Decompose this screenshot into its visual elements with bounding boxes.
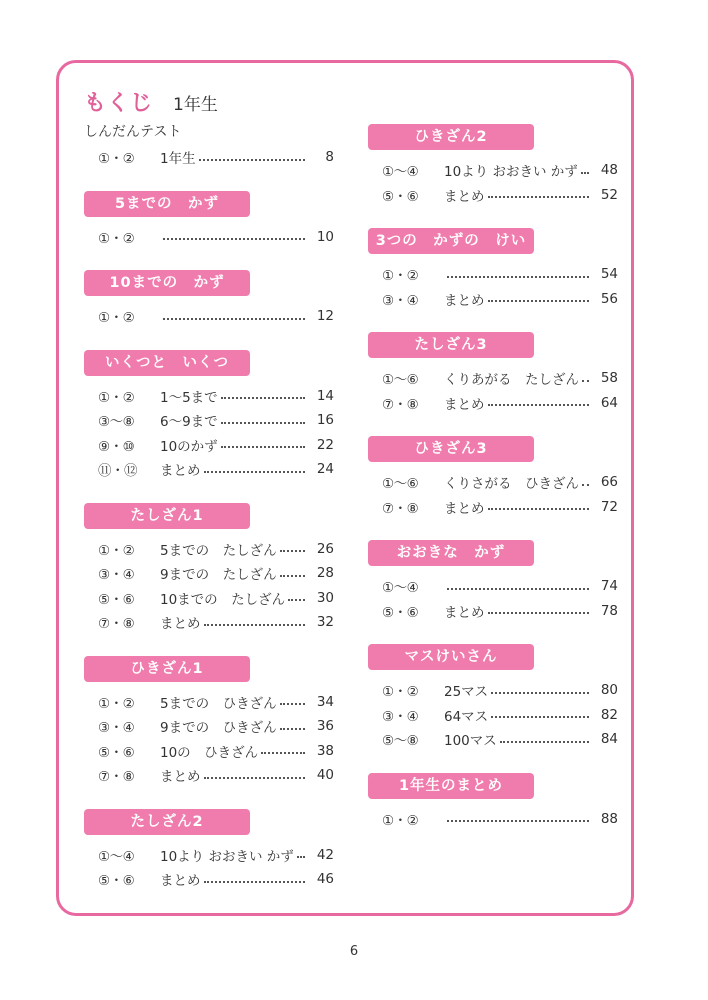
toc-entry bbox=[84, 537, 334, 562]
toc-section bbox=[84, 270, 334, 329]
entry-label: 64マス bbox=[444, 708, 489, 725]
entry-label: 5までの たしざん bbox=[160, 542, 277, 559]
entry-page: 26 bbox=[316, 540, 334, 557]
toc-entry bbox=[368, 391, 618, 416]
toc-entry bbox=[84, 843, 334, 868]
entry-number: ①・② bbox=[98, 389, 135, 406]
entry-number: ③・④ bbox=[98, 567, 135, 584]
entry-page: 46 bbox=[316, 871, 334, 888]
dot-leader bbox=[204, 880, 306, 883]
toc-entry bbox=[84, 610, 334, 635]
entry-number: ①～④ bbox=[98, 848, 135, 865]
section-heading: たしざん2 bbox=[84, 809, 250, 835]
entry-label: 25マス bbox=[444, 684, 489, 701]
dot-leader bbox=[488, 299, 590, 302]
entry-page: 72 bbox=[600, 498, 618, 515]
toc-entry bbox=[368, 262, 618, 287]
entry-number: ⑤・⑥ bbox=[98, 744, 135, 761]
toc-entry bbox=[84, 763, 334, 788]
dot-leader bbox=[221, 421, 305, 424]
entry-page: 24 bbox=[316, 461, 334, 478]
entry-number: ①・② bbox=[382, 684, 419, 701]
entry-number: ③・④ bbox=[98, 720, 135, 737]
toc-section bbox=[368, 436, 618, 519]
entry-page: 40 bbox=[316, 767, 334, 784]
entry-number: ①・② bbox=[98, 310, 135, 327]
entry-number: ①・② bbox=[98, 542, 135, 559]
entry-label: 1年生 bbox=[160, 151, 196, 168]
toc-entry bbox=[84, 304, 334, 329]
entry-page: 66 bbox=[600, 474, 618, 491]
entry-number: ①・② bbox=[98, 695, 135, 712]
entry-number: ①・② bbox=[98, 230, 135, 247]
dot-leader bbox=[488, 195, 590, 198]
entry-label: 5までの ひきざん bbox=[160, 695, 277, 712]
entry-page: 14 bbox=[316, 387, 334, 404]
entry-label: 10までの たしざん bbox=[160, 591, 286, 608]
dot-leader bbox=[221, 396, 305, 399]
entry-label: 9までの ひきざん bbox=[160, 720, 277, 737]
dot-leader bbox=[582, 483, 589, 486]
section-heading: いくつと いくつ bbox=[84, 350, 250, 376]
toc-left-column bbox=[84, 122, 334, 913]
entry-page: 64 bbox=[600, 394, 618, 411]
page-title bbox=[84, 86, 218, 117]
entry-page: 42 bbox=[316, 846, 334, 863]
dot-leader bbox=[280, 702, 305, 705]
dot-leader bbox=[288, 598, 305, 601]
entry-number: ①・② bbox=[382, 812, 419, 829]
entry-page: 8 bbox=[325, 149, 334, 166]
entry-page: 32 bbox=[316, 614, 334, 631]
entry-number: ⑤・⑥ bbox=[98, 591, 135, 608]
entry-number: ③・④ bbox=[382, 292, 419, 309]
toc-section bbox=[84, 809, 334, 892]
entry-label: まとめ bbox=[160, 463, 201, 480]
section-heading: ひきざん2 bbox=[368, 124, 534, 150]
toc-section bbox=[368, 228, 618, 311]
dot-leader bbox=[280, 574, 305, 577]
entry-number: ⑨・⑩ bbox=[98, 438, 135, 455]
entry-number: ①～④ bbox=[382, 580, 419, 597]
toc-section bbox=[84, 656, 334, 788]
toc-section bbox=[368, 773, 618, 832]
entry-label: 6～9まで bbox=[160, 414, 218, 431]
toc-entry bbox=[368, 470, 618, 495]
entry-number: ⑦・⑧ bbox=[98, 769, 135, 786]
toc-section bbox=[84, 122, 334, 170]
entry-page: 34 bbox=[316, 693, 334, 710]
section-heading: マスけいさん bbox=[368, 644, 534, 670]
toc-entry bbox=[84, 384, 334, 409]
section-heading: 10までの かず bbox=[84, 270, 250, 296]
section-heading: ひきざん3 bbox=[368, 436, 534, 462]
toc-entry bbox=[368, 703, 618, 728]
entry-page: 52 bbox=[600, 186, 618, 203]
entry-number: ①～④ bbox=[382, 164, 419, 181]
entry-label: まとめ bbox=[160, 873, 201, 890]
toc-right-column bbox=[368, 124, 618, 852]
toc-entry bbox=[84, 457, 334, 482]
entry-number: ③～⑧ bbox=[98, 414, 135, 431]
entry-number: ⑪・⑫ bbox=[98, 463, 137, 480]
dot-leader bbox=[204, 776, 306, 779]
entry-label: 9までの たしざん bbox=[160, 567, 277, 584]
dot-leader bbox=[447, 275, 589, 278]
entry-number: ⑦・⑧ bbox=[98, 616, 135, 633]
toc-entry bbox=[368, 158, 618, 183]
entry-number: ⑤・⑥ bbox=[382, 604, 419, 621]
entry-page: 54 bbox=[600, 266, 618, 283]
toc-entry bbox=[84, 690, 334, 715]
entry-number: ①・② bbox=[382, 268, 419, 285]
toc-entry bbox=[368, 599, 618, 624]
section-heading: 5までの かず bbox=[84, 191, 250, 217]
entry-page: 38 bbox=[316, 742, 334, 759]
entry-number: ①～⑥ bbox=[382, 372, 419, 389]
entry-page: 88 bbox=[600, 810, 618, 827]
entry-number: ⑤～⑧ bbox=[382, 733, 419, 750]
entry-number: ⑦・⑧ bbox=[382, 396, 419, 413]
entry-number: ③・④ bbox=[382, 708, 419, 725]
section-heading: たしざん3 bbox=[368, 332, 534, 358]
dot-leader bbox=[221, 445, 305, 448]
entry-label: 100マス bbox=[444, 733, 497, 750]
dot-leader bbox=[280, 727, 305, 730]
entry-label: まとめ bbox=[160, 769, 201, 786]
section-heading: 3つの かずの けいさん bbox=[368, 228, 534, 254]
toc-entry bbox=[84, 145, 334, 170]
toc-entry bbox=[368, 183, 618, 208]
section-heading: たしざん1 bbox=[84, 503, 250, 529]
entry-label: 10の ひきざん bbox=[160, 744, 259, 761]
toc-entry bbox=[368, 678, 618, 703]
toc-section bbox=[368, 332, 618, 415]
entry-page: 82 bbox=[600, 706, 618, 723]
entry-page: 22 bbox=[316, 436, 334, 453]
toc-entry bbox=[84, 714, 334, 739]
dot-leader bbox=[491, 715, 589, 718]
section-heading: ひきざん1 bbox=[84, 656, 250, 682]
dot-leader bbox=[581, 171, 589, 174]
dot-leader bbox=[582, 379, 589, 382]
toc-entry bbox=[84, 739, 334, 764]
toc-entry bbox=[84, 408, 334, 433]
toc-entry bbox=[84, 433, 334, 458]
title-grade: 1年生 bbox=[173, 95, 218, 115]
dot-leader bbox=[204, 623, 306, 626]
dot-leader bbox=[199, 158, 305, 161]
section-heading: おおきな かず bbox=[368, 540, 534, 566]
entry-label: まとめ bbox=[160, 616, 201, 633]
entry-page: 36 bbox=[316, 718, 334, 735]
toc-entry bbox=[368, 287, 618, 312]
toc-entry bbox=[84, 586, 334, 611]
toc-entry bbox=[84, 225, 334, 250]
entry-label: 1～5まで bbox=[160, 389, 218, 406]
dot-leader bbox=[163, 237, 305, 240]
dot-leader bbox=[204, 470, 306, 473]
entry-label: 10のかず bbox=[160, 438, 218, 455]
entry-number: ⑤・⑥ bbox=[98, 873, 135, 890]
dot-leader bbox=[488, 507, 590, 510]
entry-number: ⑦・⑧ bbox=[382, 500, 419, 517]
dot-leader bbox=[261, 751, 305, 754]
entry-page: 30 bbox=[316, 589, 334, 606]
entry-label: まとめ bbox=[444, 396, 485, 413]
entry-label: くりさがる ひきざん bbox=[444, 476, 579, 493]
toc-entry bbox=[368, 366, 618, 391]
entry-page: 58 bbox=[600, 370, 618, 387]
section-heading: 1年生のまとめ bbox=[368, 773, 534, 799]
entry-number: ①～⑥ bbox=[382, 476, 419, 493]
entry-page: 56 bbox=[600, 290, 618, 307]
entry-label: まとめ bbox=[444, 188, 485, 205]
toc-entry bbox=[84, 867, 334, 892]
toc-section bbox=[84, 503, 334, 635]
dot-leader bbox=[163, 317, 305, 320]
toc-entry bbox=[368, 727, 618, 752]
entry-label: まとめ bbox=[444, 500, 485, 517]
entry-page: 48 bbox=[600, 162, 618, 179]
dot-leader bbox=[297, 855, 305, 858]
toc-section bbox=[84, 191, 334, 250]
entry-label: 10より おおきい かず bbox=[444, 164, 578, 181]
toc-entry bbox=[84, 561, 334, 586]
dot-leader bbox=[447, 819, 589, 822]
dot-leader bbox=[280, 549, 305, 552]
entry-label: まとめ bbox=[444, 292, 485, 309]
toc-entry bbox=[368, 495, 618, 520]
dot-leader bbox=[500, 740, 589, 743]
page-number: 6 bbox=[349, 944, 359, 959]
entry-page: 78 bbox=[600, 602, 618, 619]
section-heading: しんだんテスト bbox=[84, 124, 182, 140]
toc-entry bbox=[368, 807, 618, 832]
entry-page: 16 bbox=[316, 412, 334, 429]
toc-section bbox=[368, 540, 618, 623]
entry-page: 84 bbox=[600, 731, 618, 748]
entry-label: くりあがる たしざん bbox=[444, 372, 579, 389]
dot-leader bbox=[488, 403, 590, 406]
dot-leader bbox=[447, 587, 589, 590]
entry-label: 10より おおきい かず bbox=[160, 848, 294, 865]
entry-page: 74 bbox=[600, 578, 618, 595]
dot-leader bbox=[491, 691, 589, 694]
entry-page: 80 bbox=[600, 682, 618, 699]
entry-page: 10 bbox=[316, 228, 334, 245]
toc-section bbox=[368, 644, 618, 752]
entry-page: 28 bbox=[316, 565, 334, 582]
toc-section bbox=[368, 124, 618, 207]
entry-number: ⑤・⑥ bbox=[382, 188, 419, 205]
entry-number: ①・② bbox=[98, 151, 135, 168]
dot-leader bbox=[488, 611, 590, 614]
toc-entry bbox=[368, 574, 618, 599]
entry-page: 12 bbox=[316, 308, 334, 325]
title-main: もくじ bbox=[84, 91, 154, 116]
toc-section bbox=[84, 350, 334, 482]
entry-label: まとめ bbox=[444, 604, 485, 621]
